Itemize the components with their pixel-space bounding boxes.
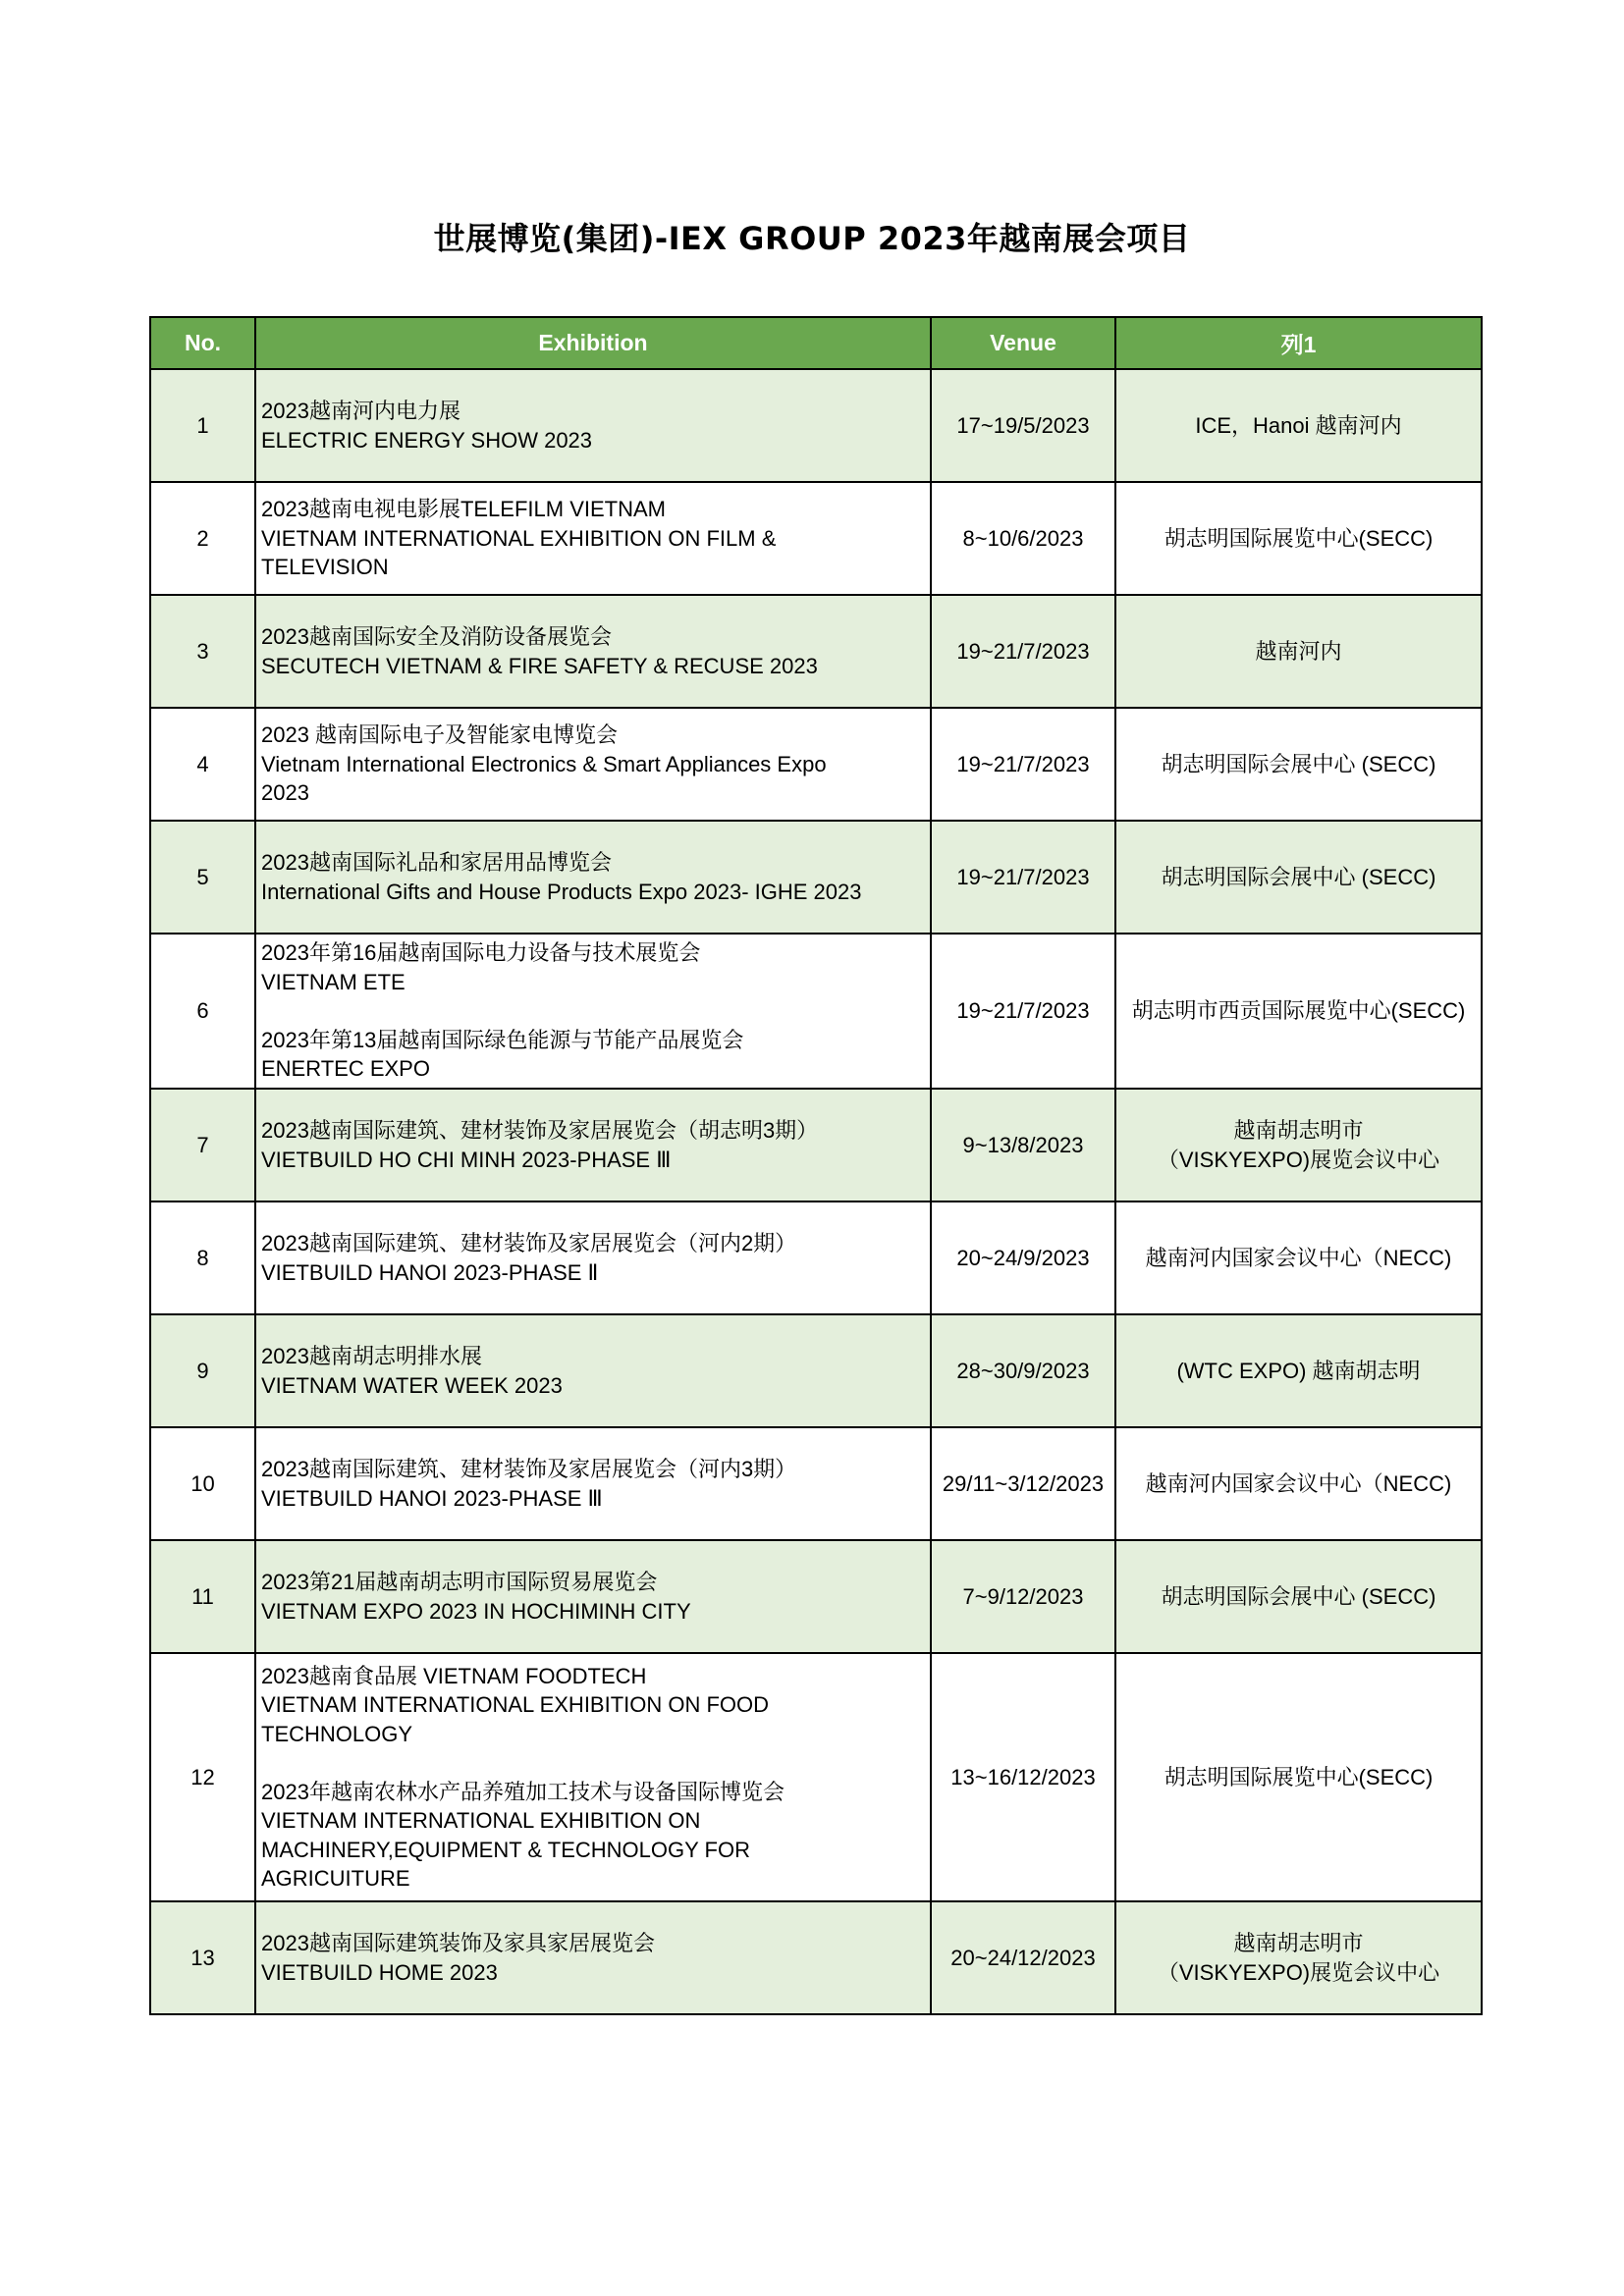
exhibition-line: VIETNAM EXPO 2023 IN HOCHIMINH CITY	[261, 1598, 691, 1624]
exhibition-cell	[255, 369, 931, 482]
row-number: 2	[150, 482, 255, 595]
venue-line: 胡志明国际展览中心(SECC)	[1164, 525, 1434, 551]
table-row	[150, 369, 1482, 482]
venue-line: (WTC EXPO) 越南胡志明	[1176, 1358, 1421, 1383]
table-row	[150, 1201, 1482, 1314]
exhibition-cell	[255, 1901, 931, 2014]
row-number: 5	[150, 821, 255, 934]
venue-line: 胡志明市西贡国际展览中心(SECC)	[1131, 998, 1466, 1024]
row-number: 1	[150, 369, 255, 482]
exhibition-gap	[261, 996, 926, 1026]
exhibition-table	[149, 316, 1483, 2015]
date-cell: 9~13/8/2023	[931, 1089, 1115, 1201]
table-row	[150, 821, 1482, 934]
exhibition-line: ENERTEC EXPO	[261, 1056, 430, 1082]
exhibition-line: 2023年第16届越南国际电力设备与技术展览会	[261, 940, 701, 966]
exhibition-cell	[255, 482, 931, 595]
exhibition-gap	[261, 1748, 926, 1778]
header-exhibition: Exhibition	[255, 317, 931, 369]
row-number: 7	[150, 1089, 255, 1201]
venue-cell	[1115, 708, 1482, 821]
venue-line: 胡志明国际展览中心(SECC)	[1164, 1764, 1434, 1789]
exhibition-line: 2023越南国际建筑、建材装饰及家居展览会（河内2期）	[261, 1231, 797, 1255]
table-body	[150, 369, 1482, 2014]
exhibition-line: 2023	[261, 780, 309, 806]
venue-cell	[1115, 1653, 1482, 1901]
table-row	[150, 1314, 1482, 1427]
table-row	[150, 1089, 1482, 1201]
row-number: 9	[150, 1314, 255, 1427]
exhibition-line: 2023年第13届越南国际绿色能源与节能产品展览会	[261, 1027, 744, 1052]
exhibition-cell	[255, 1540, 931, 1653]
exhibition-line: 2023越南河内电力展	[261, 399, 460, 423]
table-row	[150, 482, 1482, 595]
venue-line: 胡志明国际会展中心 (SECC)	[1161, 1583, 1436, 1609]
date-cell: 13~16/12/2023	[931, 1653, 1115, 1901]
exhibition-line: TECHNOLOGY	[261, 1721, 413, 1746]
exhibition-cell	[255, 1201, 931, 1314]
exhibition-line: TELEVISION	[261, 555, 389, 580]
exhibition-line: ELECTRIC ENERGY SHOW 2023	[261, 427, 593, 453]
exhibition-cell	[255, 1427, 931, 1540]
exhibition-line: 2023年越南农林水产品养殖加工技术与设备国际博览会	[261, 1779, 785, 1804]
row-number: 13	[150, 1901, 255, 2014]
table-row	[150, 1653, 1482, 1901]
exhibition-cell	[255, 1089, 931, 1201]
table-row	[150, 934, 1482, 1089]
venue-cell	[1115, 934, 1482, 1089]
exhibition-line: 2023越南电视电影展TELEFILM VIETNAM	[261, 497, 666, 522]
table-row	[150, 708, 1482, 821]
exhibition-line: SECUTECH VIETNAM & FIRE SAFETY & RECUSE 2023	[261, 653, 818, 678]
venue-line: 越南河内国家会议中心（NECC)	[1145, 1245, 1452, 1270]
exhibition-line: 2023越南国际建筑、建材装饰及家居展览会（胡志明3期）	[261, 1118, 819, 1143]
exhibition-line: VIETBUILD HO CHI MINH 2023-PHASE Ⅲ	[261, 1147, 672, 1172]
exhibition-line: AGRICUITURE	[261, 1866, 410, 1891]
date-cell: 19~21/7/2023	[931, 708, 1115, 821]
date-cell: 8~10/6/2023	[931, 482, 1115, 595]
exhibition-cell	[255, 1314, 931, 1427]
venue-line: 越南河内	[1255, 638, 1342, 664]
date-cell: 19~21/7/2023	[931, 821, 1115, 934]
table-row	[150, 1427, 1482, 1540]
exhibition-line: 2023第21届越南胡志明市国际贸易展览会	[261, 1570, 658, 1594]
venue-cell	[1115, 1901, 1482, 2014]
table-row	[150, 1901, 1482, 2014]
exhibition-line: VIETNAM INTERNATIONAL EXHIBITION ON FOOD	[261, 1692, 770, 1717]
row-number: 6	[150, 934, 255, 1089]
venue-cell	[1115, 821, 1482, 934]
exhibition-line: VIETNAM ETE	[261, 969, 406, 994]
exhibition-line: 2023越南国际礼品和家居用品博览会	[261, 850, 612, 875]
venue-cell	[1115, 1314, 1482, 1427]
exhibition-line: VIETNAM INTERNATIONAL EXHIBITION ON FILM &	[261, 525, 777, 551]
exhibition-line: VIETBUILD HANOI 2023-PHASE Ⅱ	[261, 1259, 599, 1285]
venue-cell	[1115, 1201, 1482, 1314]
venue-line: （VISKYEXPO)展览会议中心	[1157, 1147, 1440, 1172]
venue-line: 越南胡志明市	[1233, 1118, 1364, 1143]
exhibition-line: MACHINERY,EQUIPMENT & TECHNOLOGY FOR	[261, 1837, 750, 1862]
exhibition-line: VIETNAM INTERNATIONAL EXHIBITION ON	[261, 1808, 701, 1833]
row-number: 3	[150, 595, 255, 708]
venue-line: 越南胡志明市	[1233, 1931, 1364, 1955]
header-no: No.	[150, 317, 255, 369]
venue-cell	[1115, 1089, 1482, 1201]
venue-cell	[1115, 595, 1482, 708]
exhibition-cell	[255, 595, 931, 708]
exhibition-cell	[255, 708, 931, 821]
exhibition-cell	[255, 821, 931, 934]
exhibition-line: 2023越南胡志明排水展	[261, 1344, 482, 1368]
table-row	[150, 595, 1482, 708]
venue-line: 越南河内国家会议中心（NECC)	[1145, 1470, 1452, 1496]
date-cell: 20~24/9/2023	[931, 1201, 1115, 1314]
row-number: 4	[150, 708, 255, 821]
venue-cell	[1115, 1427, 1482, 1540]
exhibition-line: VIETBUILD HOME 2023	[261, 1959, 498, 1985]
venue-line: ICE，Hanoi 越南河内	[1195, 412, 1402, 438]
exhibition-line: Vietnam International Electronics & Smart Appliances Expo	[261, 751, 827, 776]
exhibition-line: 2023 越南国际电子及智能家电博览会	[261, 722, 619, 748]
date-cell: 19~21/7/2023	[931, 595, 1115, 708]
exhibition-line: 2023越南国际建筑装饰及家具家居展览会	[261, 1931, 655, 1955]
date-cell: 7~9/12/2023	[931, 1540, 1115, 1653]
exhibition-line: 2023越南食品展 VIETNAM FOODTECH	[261, 1663, 647, 1688]
venue-line: 胡志明国际会展中心 (SECC)	[1161, 864, 1436, 889]
row-number: 12	[150, 1653, 255, 1901]
exhibition-line: VIETBUILD HANOI 2023-PHASE Ⅲ	[261, 1485, 603, 1511]
exhibition-line: 2023越南国际安全及消防设备展览会	[261, 624, 612, 649]
exhibition-line: 2023越南国际建筑、建材装饰及家居展览会（河内3期）	[261, 1457, 797, 1481]
table-header-row	[150, 317, 1482, 369]
exhibition-line: International Gifts and House Products Expo 2023- IGHE 2023	[261, 879, 862, 904]
header-venue: 列1	[1115, 317, 1482, 369]
exhibition-cell	[255, 1653, 931, 1901]
date-cell: 17~19/5/2023	[931, 369, 1115, 482]
exhibition-cell	[255, 934, 931, 1089]
date-cell: 28~30/9/2023	[931, 1314, 1115, 1427]
venue-line: 胡志明国际会展中心 (SECC)	[1161, 751, 1436, 776]
venue-cell	[1115, 369, 1482, 482]
row-number: 8	[150, 1201, 255, 1314]
date-cell: 29/11~3/12/2023	[931, 1427, 1115, 1540]
row-number: 11	[150, 1540, 255, 1653]
header-date: Venue	[931, 317, 1115, 369]
venue-cell	[1115, 482, 1482, 595]
exhibition-line: VIETNAM WATER WEEK 2023	[261, 1372, 563, 1398]
page-title: 世展博览(集团)-IEX GROUP 2023年越南展会项目	[433, 220, 1191, 257]
date-cell: 20~24/12/2023	[931, 1901, 1115, 2014]
table-row	[150, 1540, 1482, 1653]
date-cell: 19~21/7/2023	[931, 934, 1115, 1089]
row-number: 10	[150, 1427, 255, 1540]
venue-line: （VISKYEXPO)展览会议中心	[1157, 1959, 1440, 1985]
venue-cell	[1115, 1540, 1482, 1653]
